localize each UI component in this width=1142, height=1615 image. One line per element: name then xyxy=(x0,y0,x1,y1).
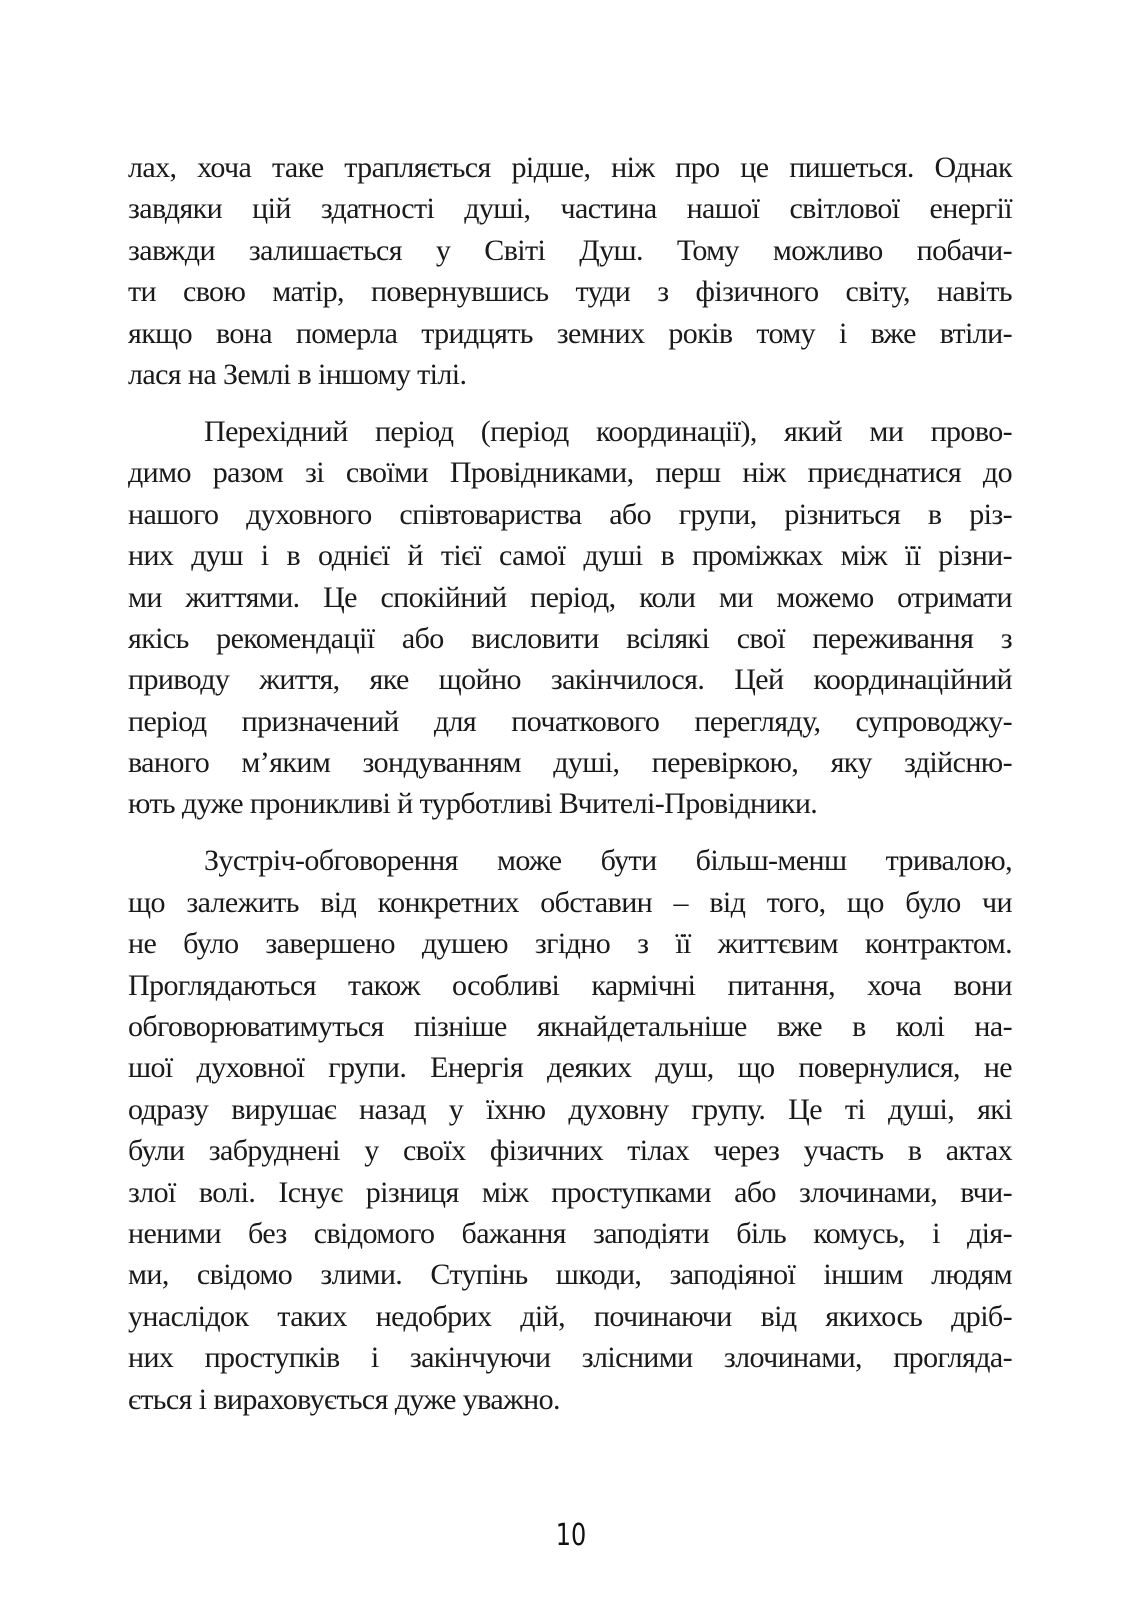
text-line: нашого духовного співтовариства або групи, різниться в різ- xyxy=(128,497,1012,531)
text-line: завдяки цій здатності душі, частина нашої світлової енергії xyxy=(128,192,1012,226)
text-line: унаслідок таких недобрих дій, починаючи від якихось дріб- xyxy=(128,1299,1012,1333)
text-line: якщо вона померла тридцять земних років тому і вже втіли- xyxy=(128,316,1012,350)
paragraph xyxy=(128,411,1012,825)
text-line: не було завершено душею згідно з її життєвим контрактом. xyxy=(128,927,1012,961)
text-line: них проступків і закінчуючи злісними злочинами, проглядa- xyxy=(128,1341,1012,1375)
text-line: димо разом зі своїми Провідниками, перш ніж приєднатися до xyxy=(128,456,1012,490)
text-line: завжди залишається у Світі Душ. Тому можливо побачи- xyxy=(128,233,1012,267)
text-line: Проглядаються також особливі кармічні питання, хоча вони xyxy=(128,968,1012,1002)
text-line: ють дуже проникливі й турботливі Вчителі-Провідники. xyxy=(128,787,818,821)
text-line: ти свою матір, повернувшись туди з фізичного світу, навіть xyxy=(128,275,1012,309)
text-line: лах, хоча таке трапляється рідше, ніж про це пишеться. Однак xyxy=(128,151,1012,184)
text-line: ваного м’яким зондуванням душі, перевіркою, яку здійсню- xyxy=(128,746,1012,780)
page-body xyxy=(128,147,1012,1436)
paragraph xyxy=(128,840,1012,1419)
paragraph xyxy=(128,147,1012,395)
text-line: ється і вираховується дуже уважно. xyxy=(128,1382,560,1416)
text-line: якісь рекомендації або висловити всілякі свої переживання з xyxy=(128,621,1012,655)
text-line: неними без свідомого бажання заподіяти біль комусь, і дія- xyxy=(128,1216,1012,1250)
text-line: них душ і в однієї й тієї самої душі в проміжках між її різни- xyxy=(128,539,1012,573)
text-line: Перехідний період (період координації), який ми прово- xyxy=(204,414,1012,448)
page-number: 10 xyxy=(555,1518,587,1553)
text-line: одразу вирушає назад у їхню духовну групу. Це ті душі, які xyxy=(128,1092,1012,1126)
text-line: були забруднені у своїх фізичних тілах через участь в актах xyxy=(128,1134,1012,1168)
text-line: період призначений для початкового перегляду, супроводжу- xyxy=(128,704,1012,738)
text-line: обговорюватимуться пізніше якнайдетальніше вже в колі на- xyxy=(128,1010,1012,1043)
text-line: злої волі. Існує різниця між проступками або злочинами, вчи- xyxy=(128,1175,1012,1209)
text-line: приводу життя, яке щойно закінчилося. Цей координаційний xyxy=(128,663,1012,697)
text-line: шої духовної групи. Енергія деяких душ, що повернулися, не xyxy=(128,1051,1012,1085)
text-line: що залежить від конкретних обставин – від того, що було чи xyxy=(128,885,1012,919)
text-line: ми життями. Це спокійний період, коли ми можемо отримати xyxy=(128,580,1012,614)
text-line: Зустріч-обговорення може бути більш-менш тривалою, xyxy=(204,844,1012,878)
text-line: лася на Землі в іншому тілі. xyxy=(128,357,467,391)
text-line: ми, свідомо злими. Ступінь шкоди, заподіяної іншим людям xyxy=(128,1258,1012,1292)
